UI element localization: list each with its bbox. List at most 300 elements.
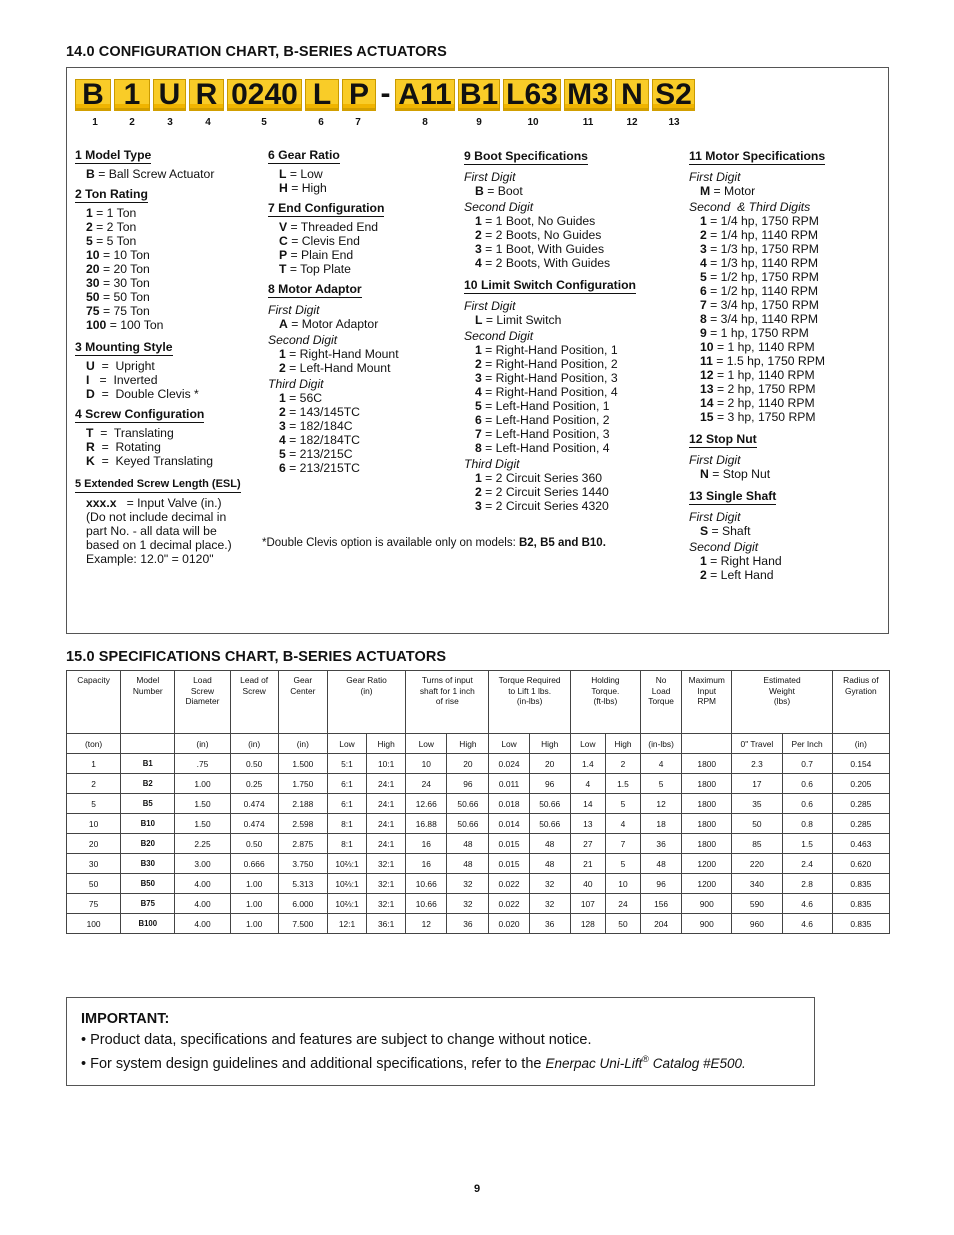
digit-label: First Digit [689,170,741,184]
option-item: 50 = 50 Ton [86,290,150,304]
code-number: 11 [582,117,594,128]
table-cell: 0.25 [230,774,278,794]
table-cell: 0.015 [489,854,529,874]
model-number-cell: B100 [121,914,175,934]
table-cell: 32 [447,874,489,894]
table-cell: 16 [406,854,447,874]
option-item: L = Low [279,167,323,181]
option-item: 1 = 1 Boot, No Guides [475,214,596,228]
table-cell: 8:1 [327,814,366,834]
option-item: 8 = 3/4 hp, 1140 RPM [700,312,819,326]
table-cell: 2.875 [278,834,327,854]
option-item: 5 = Left-Hand Position, 1 [475,399,610,413]
table-cell: 20 [67,834,121,854]
table-cell: 30 [67,854,121,874]
option-item: 12 = 1 hp, 1140 RPM [700,368,815,382]
spec-unit-cell: Low [327,734,366,754]
option-item: 13 = 2 hp, 1750 RPM [700,382,816,396]
option-note-line: part No. - all data will be [86,524,217,538]
table-cell: 4.6 [782,914,832,934]
section-heading-esl: 5 Extended Screw Length (ESL) [75,477,241,493]
spec-header-row [67,671,890,734]
model-number-cell: B1 [121,754,175,774]
option-item: 1 = 1 Ton [86,206,137,220]
table-cell: 12:1 [327,914,366,934]
table-cell: 1.00 [230,914,278,934]
option-item: 1 = 1/4 hp, 1750 RPM [700,214,819,228]
option-item: 30 = 30 Ton [86,276,150,290]
table-cell: 32:1 [367,894,406,914]
option-item: L = Limit Switch [475,313,562,327]
code-box-motor-adaptor: A11 [395,79,455,111]
table-cell: 40 [570,874,605,894]
code-box-screw-config: R [189,79,224,111]
option-item: 3 = Right-Hand Position, 3 [475,371,618,385]
option-item: 14 = 2 hp, 1140 RPM [700,396,815,410]
model-number-cell: B30 [121,854,175,874]
code-box-ton-rating: 1 [114,79,150,111]
option-item: 3 = 1 Boot, With Guides [475,242,605,256]
table-cell: 24:1 [367,834,406,854]
table-cell: 0.474 [230,814,278,834]
table-cell: 4 [641,754,682,774]
table-cell: 27 [570,834,605,854]
table-cell: 10⅔:1 [327,874,366,894]
spec-header-cell: Radius of Gyration [832,671,889,734]
table-row [67,794,890,814]
table-cell: 156 [641,894,682,914]
table-cell: 50 [605,914,640,934]
code-box-boot-spec: B1 [459,78,499,111]
table-cell: 32:1 [367,874,406,894]
option-item: 1 = Right-Hand Position, 1 [475,343,618,357]
table-cell: 24 [605,894,640,914]
table-cell: 10 [605,874,640,894]
code-dash: - [380,77,391,110]
option-item: N = Stop Nut [700,467,771,481]
section-heading-gear-ratio: 6 Gear Ratio [268,148,340,162]
table-cell: 2.188 [278,794,327,814]
table-cell: 0.022 [489,874,529,894]
table-cell: 10.66 [406,894,447,914]
table-cell: 1 [67,754,121,774]
table-cell: 50 [67,874,121,894]
model-number-cell: B5 [121,794,175,814]
table-cell: 10.66 [406,874,447,894]
table-cell: 900 [682,914,732,934]
option-item: A = Motor Adaptor [279,317,379,331]
digit-label: First Digit [689,510,741,524]
option-item: V = Threaded End [279,220,379,234]
code-number: 12 [626,117,638,128]
config-column-4 [689,149,884,582]
table-cell: 96 [447,774,489,794]
table-cell: 20 [529,754,570,774]
table-cell: 0.022 [489,894,529,914]
table-cell: 1.00 [230,874,278,894]
table-cell: 2.3 [732,754,782,774]
table-cell: 0.50 [230,754,278,774]
table-cell: 48 [529,834,570,854]
option-item: P = Plain End [279,248,354,262]
option-item: T = Top Plate [279,262,351,276]
spec-header-cell: Maximum Input RPM [682,671,732,734]
spec-unit-cell [682,734,732,754]
code-box-gear-ratio: L [305,79,339,111]
table-cell: 48 [529,854,570,874]
section-heading-ton-rating: 2 Ton Rating [75,187,148,201]
table-cell: 1.5 [605,774,640,794]
table-cell: 0.014 [489,814,529,834]
config-column-2 [268,148,453,475]
table-cell: 6:1 [327,794,366,814]
code-number: 6 [318,117,324,128]
table-cell: 8:1 [327,834,366,854]
option-item: 5 = 213/215C [279,447,353,461]
spec-header-cell: Gear Ratio (in) [327,671,405,734]
important-title: IMPORTANT: [81,1011,170,1027]
digit-label: Second Digit [689,540,759,554]
table-cell: 85 [732,834,782,854]
table-cell: 5 [67,794,121,814]
section-heading-motor-adaptor: 8 Motor Adaptor [268,282,362,296]
code-number: 3 [167,117,173,128]
table-cell: 1800 [682,754,732,774]
section-heading-boot-spec: 9 Boot Specifications [464,149,588,163]
spec-header-cell: Gear Center [278,671,327,734]
table-cell: 14 [570,794,605,814]
table-cell: 48 [447,834,489,854]
option-note-line: based on 1 decimal place.) [86,538,232,552]
table-cell: 0.463 [832,834,889,854]
table-cell: .75 [175,754,230,774]
table-cell: 6.000 [278,894,327,914]
option-item: I = Inverted [86,373,158,387]
spec-unit-cell: High [529,734,570,754]
table-row [67,894,890,914]
spec-header-cell: Estimated Weight (lbs) [732,671,832,734]
option-item: 10 = 10 Ton [86,248,150,262]
table-cell: 32 [529,874,570,894]
option-item: 4 = Right-Hand Position, 4 [475,385,618,399]
table-cell: 0.011 [489,774,529,794]
table-cell: 96 [641,874,682,894]
option-item: 6 = 213/215TC [279,461,360,475]
table-cell: 0.7 [782,754,832,774]
table-cell: 7.500 [278,914,327,934]
option-item: 2 = 2 Ton [86,220,137,234]
code-box-mounting-style: U [153,79,186,111]
table-cell: 50.66 [529,794,570,814]
table-cell: 10⅔:1 [327,894,366,914]
option-item: 100 = 100 Ton [86,318,164,332]
table-cell: 0.018 [489,794,529,814]
option-item: H = High [279,181,327,195]
table-cell: 5 [641,774,682,794]
important-line-2: • For system design guidelines and additional specifications, refer to the Enerpac Uni-Lift® Catalog #E500. [81,1054,746,1072]
section-heading-end-config: 7 End Configuration [268,201,385,215]
spec-unit-cell: High [605,734,640,754]
model-number-cell: B10 [121,814,175,834]
table-cell: 32:1 [367,854,406,874]
code-box-stop-nut: N [615,79,649,111]
table-cell: 36 [529,914,570,934]
model-number-cell: B50 [121,874,175,894]
table-cell: 35 [732,794,782,814]
option-item: 2 = 2 Circuit Series 1440 [475,485,609,499]
table-row [67,814,890,834]
option-item: 2 = Left Hand [700,568,774,582]
table-cell: 0.474 [230,794,278,814]
table-cell: 12 [641,794,682,814]
table-row [67,774,890,794]
option-item: D = Double Clevis * [86,387,199,401]
table-cell: 32 [447,894,489,914]
page-number: 9 [473,1183,481,1195]
table-cell: 0.50 [230,834,278,854]
table-cell: 128 [570,914,605,934]
option-item: 1 = 2 Circuit Series 360 [475,471,603,485]
table-cell: 48 [641,854,682,874]
spec-header-cell: Load Screw Diameter [175,671,230,734]
table-cell: 75 [67,894,121,914]
table-cell: 2.4 [782,854,832,874]
table-cell: 96 [529,774,570,794]
spec-table [66,670,890,934]
table-cell: 12 [406,914,447,934]
option-item: 2 = 1/4 hp, 1140 RPM [700,228,819,242]
option-item: 75 = 75 Ton [86,304,150,318]
table-cell: 107 [570,894,605,914]
table-cell: 1800 [682,814,732,834]
table-cell: 10 [67,814,121,834]
table-cell: 0.6 [782,794,832,814]
section-heading-single-shaft: 13 Single Shaft [689,489,777,503]
option-item: 11 = 1.5 hp, 1750 RPM [700,354,826,368]
table-cell: 24 [406,774,447,794]
code-number: 1 [92,117,98,128]
option-item: 2 = Left-Hand Mount [279,361,391,375]
option-item: 2 = 143/145TC [279,405,360,419]
spec-header-cell: Torque Required to Lift 1 lbs. (in-lbs) [489,671,570,734]
spec-unit-cell: (in) [278,734,327,754]
section-heading-stop-nut: 12 Stop Nut [689,432,757,446]
code-box-end-config: P [342,79,376,111]
spec-header-cell: No Load Torque [641,671,682,734]
spec-unit-cell: (in) [175,734,230,754]
table-cell: 0.285 [832,794,889,814]
table-cell: 1200 [682,854,732,874]
spec-unit-cell: (in-lbs) [641,734,682,754]
table-cell: 204 [641,914,682,934]
table-cell: 10⅔:1 [327,854,366,874]
table-cell: 36 [641,834,682,854]
spec-unit-cell: High [367,734,406,754]
table-cell: 1.00 [230,894,278,914]
table-cell: 4.6 [782,894,832,914]
table-cell: 36 [447,914,489,934]
option-item: B = Boot [475,184,523,198]
table-cell: 20 [447,754,489,774]
table-cell: 5:1 [327,754,366,774]
code-number: 2 [129,117,135,128]
code-number: 5 [261,117,267,128]
option-item: 4 = 1/3 hp, 1140 RPM [700,256,819,270]
spec-unit-cell: Low [489,734,529,754]
table-cell: 36:1 [367,914,406,934]
table-row [67,754,890,774]
spec-unit-cell [121,734,175,754]
spec-unit-cell: (in) [832,734,889,754]
table-cell: 2.25 [175,834,230,854]
option-item: K = Keyed Translating [86,454,214,468]
code-box-single-shaft: S2 [652,79,695,111]
spec-unit-cell: Per Inch [782,734,832,754]
spec-unit-cell: 0" Travel [732,734,782,754]
table-cell: 0.020 [489,914,529,934]
option-item: xxx.x = Input Valve (in.) [86,496,222,510]
table-cell: 12.66 [406,794,447,814]
option-item: S = Shaft [700,524,751,538]
table-cell: 21 [570,854,605,874]
digit-label: Second Digit [464,329,534,343]
table-cell: 17 [732,774,782,794]
table-cell: 5 [605,854,640,874]
model-number-cell: B2 [121,774,175,794]
option-item: 9 = 1 hp, 1750 RPM [700,326,809,340]
section-heading-model-type: 1 Model Type [75,148,152,162]
table-cell: 4.00 [175,894,230,914]
digit-label: First Digit [689,453,741,467]
table-cell: 10 [406,754,447,774]
option-item: 15 = 3 hp, 1750 RPM [700,410,816,424]
table-cell: 4.00 [175,914,230,934]
table-cell: 3.00 [175,854,230,874]
option-item: 7 = Left-Hand Position, 3 [475,427,610,441]
option-item: 5 = 1/2 hp, 1750 RPM [700,270,819,284]
option-item: 10 = 1 hp, 1140 RPM [700,340,815,354]
table-cell: 18 [641,814,682,834]
table-cell: 48 [447,854,489,874]
option-item: 6 = Left-Hand Position, 2 [475,413,610,427]
table-row [67,854,890,874]
model-number-cell: B20 [121,834,175,854]
table-row [67,914,890,934]
digit-label: Third Digit [268,377,324,391]
spec-header-cell: Lead of Screw [230,671,278,734]
spec-chart-title: 15.0 SPECIFICATIONS CHART, B-SERIES ACTUATORS [66,649,447,665]
table-cell: 16.88 [406,814,447,834]
table-row [67,874,890,894]
option-item: T = Translating [86,426,174,440]
digit-label: First Digit [464,170,516,184]
code-number: 10 [527,117,539,128]
table-cell: 0.620 [832,854,889,874]
table-cell: 0.835 [832,914,889,934]
table-row [67,834,890,854]
table-cell: 1.50 [175,794,230,814]
digit-label: Second Digit [464,200,534,214]
config-chart-title: 14.0 CONFIGURATION CHART, B-SERIES ACTUATORS [66,44,447,60]
code-number: 13 [668,117,680,128]
table-cell: 2 [605,754,640,774]
table-cell: 4 [570,774,605,794]
model-number-cell: B75 [121,894,175,914]
option-item: B = Ball Screw Actuator [86,167,215,181]
option-item: 6 = 1/2 hp, 1140 RPM [700,284,819,298]
option-item: 7 = 3/4 hp, 1750 RPM [700,298,819,312]
spec-header-cell: Model Number [121,671,175,734]
table-cell: 0.285 [832,814,889,834]
table-cell: 0.205 [832,774,889,794]
table-cell: 220 [732,854,782,874]
table-cell: 0.8 [782,814,832,834]
table-cell: 2.598 [278,814,327,834]
table-cell: 1.4 [570,754,605,774]
option-item: 1 = 56C [279,391,323,405]
table-cell: 5.313 [278,874,327,894]
table-cell: 4.00 [175,874,230,894]
table-cell: 1.500 [278,754,327,774]
code-number: 7 [355,117,361,128]
option-item: 20 = 20 Ton [86,262,150,276]
table-cell: 1.750 [278,774,327,794]
option-note-line: (Do not include decimal in [86,510,227,524]
important-line-1: • Product data, specifications and features are subject to change without notice. [81,1032,592,1048]
section-heading-motor-spec: 11 Motor Specifications [689,149,826,163]
option-item: 5 = 5 Ton [86,234,137,248]
config-column-3 [464,149,679,513]
table-cell: 900 [682,894,732,914]
table-cell: 24:1 [367,774,406,794]
spec-unit-cell: (ton) [67,734,121,754]
option-item: 2 = 2 Boots, No Guides [475,228,602,242]
table-cell: 590 [732,894,782,914]
option-item: 3 = 2 Circuit Series 4320 [475,499,609,513]
table-cell: 50.66 [529,814,570,834]
table-cell: 24:1 [367,794,406,814]
table-cell: 0.015 [489,834,529,854]
table-cell: 1800 [682,794,732,814]
spec-header-cell: Turns of input shaft for 1 inch of rise [406,671,489,734]
spec-units-row [67,734,890,754]
table-cell: 0.154 [832,754,889,774]
table-cell: 0.6 [782,774,832,794]
code-box-motor-spec: M3 [564,79,612,111]
table-cell: 1.00 [175,774,230,794]
spec-unit-cell: High [447,734,489,754]
table-cell: 24:1 [367,814,406,834]
table-cell: 50.66 [447,814,489,834]
option-item: 4 = 182/184TC [279,433,360,447]
double-clevis-note: *Double Clevis option is available only on models: B2, B5 and B10. [262,537,606,549]
spec-unit-cell: Low [570,734,605,754]
code-number: 9 [476,117,482,128]
table-cell: 1.50 [175,814,230,834]
digit-label: First Digit [464,299,516,313]
table-cell: 1800 [682,774,732,794]
spec-unit-cell: Low [406,734,447,754]
table-cell: 6:1 [327,774,366,794]
section-heading-mounting-style: 3 Mounting Style [75,340,173,354]
table-cell: 960 [732,914,782,934]
section-heading-limit-switch: 10 Limit Switch Configuration [464,278,636,292]
spec-header-cell: Holding Torque. (ft-lbs) [570,671,640,734]
table-cell: 32 [529,894,570,914]
table-cell: 13 [570,814,605,834]
table-cell: 10:1 [367,754,406,774]
code-number: 8 [422,117,428,128]
